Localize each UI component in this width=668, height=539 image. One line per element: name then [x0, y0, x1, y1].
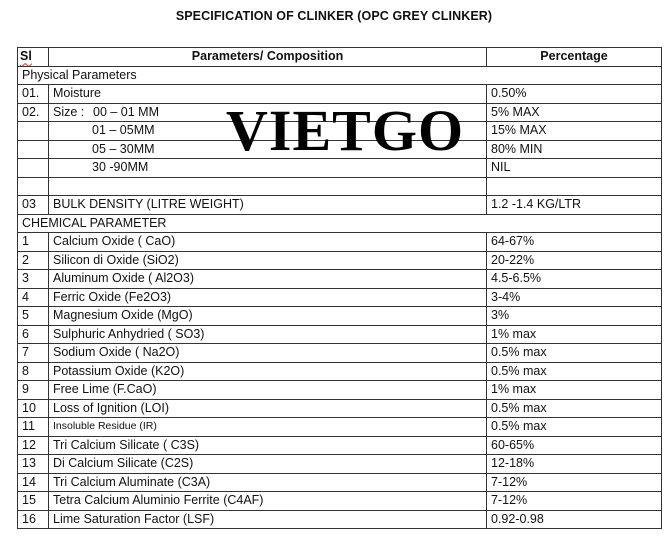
row-value: 1.2 -1.4 KG/LTR: [487, 196, 662, 215]
section-row-physical: [18, 66, 662, 85]
row-parameter: Sulphuric Anhydried ( SO3): [49, 325, 487, 344]
row-number: 5: [18, 307, 49, 326]
table-row: [18, 233, 662, 252]
row-parameter: Free Lime (F.CaO): [49, 381, 487, 400]
row-parameter: 01 – 05MM: [49, 122, 487, 141]
row-parameter: Aluminum Oxide ( Al2O3): [49, 270, 487, 289]
row-number: [18, 159, 49, 178]
table-row: [18, 455, 662, 474]
table-row: [18, 381, 662, 400]
row-value: 7-12%: [487, 473, 662, 492]
row-number: 14: [18, 473, 49, 492]
row-number: 02.: [18, 103, 49, 122]
row-number: 6: [18, 325, 49, 344]
row-value: 7-12%: [487, 492, 662, 511]
row-parameter: Loss of Ignition (LOI): [49, 399, 487, 418]
row-number: [18, 140, 49, 159]
row-number: 2: [18, 251, 49, 270]
table-row: [18, 510, 662, 529]
row-parameter: 30 -90MM: [49, 159, 487, 178]
table-row: [18, 251, 662, 270]
row-value: [487, 177, 662, 196]
row-value: 0.5% max: [487, 362, 662, 381]
row-parameter: Calcium Oxide ( CaO): [49, 233, 487, 252]
row-value: 64-67%: [487, 233, 662, 252]
row-value: 12-18%: [487, 455, 662, 474]
row-parameter: Silicon di Oxide (SiO2): [49, 251, 487, 270]
row-number: 11: [18, 418, 49, 437]
table-row: [18, 307, 662, 326]
table-row: [18, 418, 662, 437]
empty-row: [18, 177, 662, 196]
header-serial-text: Sl: [20, 49, 32, 64]
row-value: 0.92-0.98: [487, 510, 662, 529]
row-parameter: 05 – 30MM: [49, 140, 487, 159]
row-value: 60-65%: [487, 436, 662, 455]
row-number: 7: [18, 344, 49, 363]
table-row: [18, 270, 662, 289]
header-percentage: Percentage: [487, 48, 662, 67]
row-parameter: Lime Saturation Factor (LSF): [49, 510, 487, 529]
table-row: [18, 473, 662, 492]
table-row: [18, 196, 662, 215]
row-value: 80% MIN: [487, 140, 662, 159]
table-row: [18, 362, 662, 381]
row-parameter: Ferric Oxide (Fe2O3): [49, 288, 487, 307]
row-number: [18, 122, 49, 141]
table-row: [18, 399, 662, 418]
row-parameter: Magnesium Oxide (MgO): [49, 307, 487, 326]
row-value: 1% max: [487, 325, 662, 344]
row-parameter: Tetra Calcium Aluminio Ferrite (C4AF): [49, 492, 487, 511]
row-number: 13: [18, 455, 49, 474]
table-row: [18, 492, 662, 511]
row-number: 4: [18, 288, 49, 307]
row-value: 1% max: [487, 381, 662, 400]
size-range: 00 – 01 MM: [93, 104, 160, 119]
row-parameter: Tri Calcium Silicate ( C3S): [49, 436, 487, 455]
row-value: 3-4%: [487, 288, 662, 307]
row-number: 03: [18, 196, 49, 215]
row-value: 5% MAX: [487, 103, 662, 122]
header-parameters: Parameters/ Composition: [49, 48, 487, 67]
section-label-physical: Physical Parameters: [18, 66, 662, 85]
table-row: [18, 288, 662, 307]
document-title: SPECIFICATION OF CLINKER (OPC GREY CLINKER): [175, 9, 493, 23]
table-header-row: [18, 48, 662, 67]
row-value: NIL: [487, 159, 662, 178]
row-parameter: Moisture: [49, 85, 487, 104]
row-number: 1: [18, 233, 49, 252]
row-number: 8: [18, 362, 49, 381]
row-number: [18, 177, 49, 196]
row-parameter: BULK DENSITY (LITRE WEIGHT): [49, 196, 487, 215]
row-value: 3%: [487, 307, 662, 326]
watermark-logo: VIETGO: [226, 98, 465, 163]
row-value: 0.5% max: [487, 418, 662, 437]
header-serial: [18, 48, 49, 67]
row-number: 15: [18, 492, 49, 511]
row-parameter: [49, 177, 487, 196]
row-parameter: Sodium Oxide ( Na2O): [49, 344, 487, 363]
table-row: [18, 325, 662, 344]
row-value: 20-22%: [487, 251, 662, 270]
row-value: 15% MAX: [487, 122, 662, 141]
row-value: 0.50%: [487, 85, 662, 104]
section-row-chemical: [18, 214, 662, 233]
row-parameter: Di Calcium Silicate (C2S): [49, 455, 487, 474]
section-label-chemical: CHEMICAL PARAMETER: [18, 214, 662, 233]
table-row: [18, 344, 662, 363]
table-row: [18, 436, 662, 455]
row-value: 4.5-6.5%: [487, 270, 662, 289]
size-label: Size :: [53, 104, 85, 119]
row-number: 16: [18, 510, 49, 529]
row-number: 12: [18, 436, 49, 455]
row-number: 3: [18, 270, 49, 289]
row-number: 10: [18, 399, 49, 418]
row-parameter: Potassium Oxide (K2O): [49, 362, 487, 381]
row-number: 01.: [18, 85, 49, 104]
row-parameter: Tri Calcium Aluminate (C3A): [49, 473, 487, 492]
row-value: 0.5% max: [487, 399, 662, 418]
row-value: 0.5% max: [487, 344, 662, 363]
row-parameter: Insoluble Residue (IR): [49, 418, 487, 437]
row-number: 9: [18, 381, 49, 400]
